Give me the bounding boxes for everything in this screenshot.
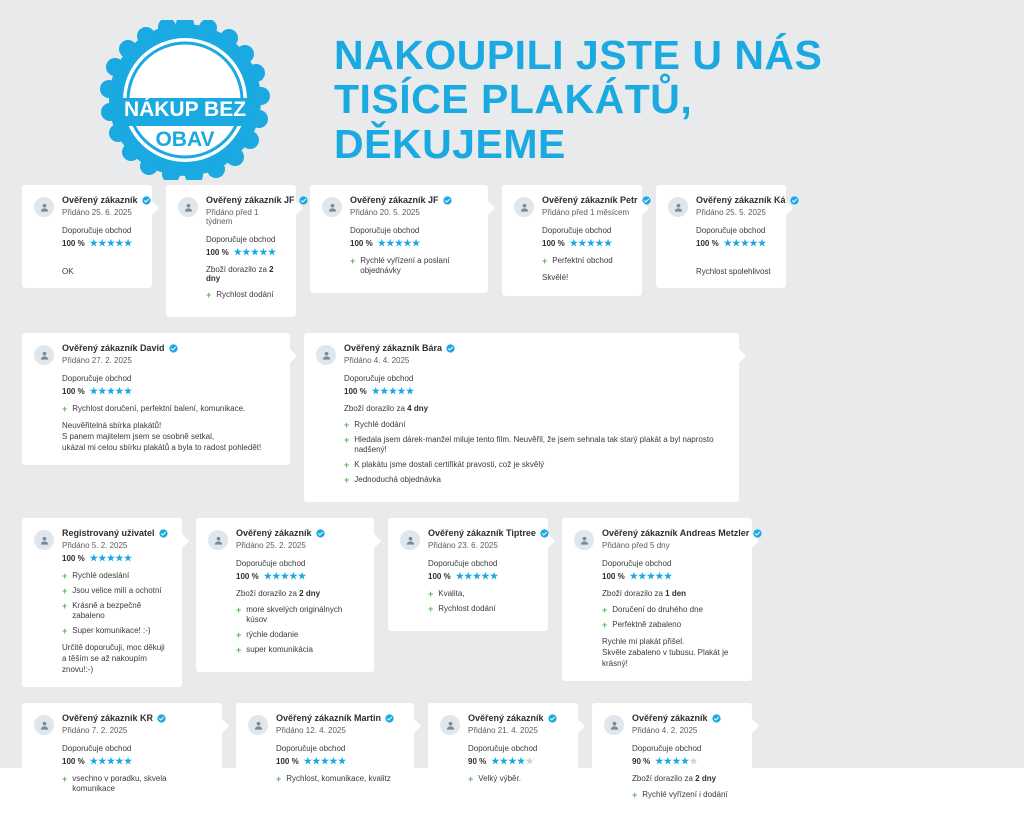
pro-item: + Rychlé odeslání <box>62 571 130 581</box>
review-row <box>22 703 1002 817</box>
score-value: 90 % <box>468 757 487 767</box>
reviews-grid <box>0 185 1024 817</box>
pros-list <box>344 420 727 485</box>
reviewer-name: Ověřený zákazník JF <box>350 195 476 205</box>
plus-icon: + <box>62 571 68 581</box>
headline-line-3: DĚKUJEME <box>334 120 566 167</box>
badge-seal-icon <box>78 20 293 180</box>
avatar <box>400 530 420 550</box>
reviewer-name: Ověřený zákazník Tiptree <box>428 528 536 538</box>
reviewer-name: Ověřený zákazník KR <box>62 713 210 723</box>
reviewer-name: Ověřený zákazník <box>632 713 740 723</box>
pro-item: + Kvalita, <box>428 589 465 599</box>
score-line <box>428 571 536 582</box>
review-card[interactable] <box>304 333 739 502</box>
reviewer-name: Ověřený zákazník <box>236 528 362 538</box>
score-value: 100 % <box>236 572 259 581</box>
score-value: 100 % <box>602 572 625 581</box>
pro-item: + Rychlost doručení, perfektní balení, komunikace. <box>62 404 246 414</box>
recommend-label: Doporučuje obchod <box>62 374 132 383</box>
review-card[interactable] <box>592 703 752 817</box>
review-card[interactable] <box>22 333 290 465</box>
avatar <box>34 345 54 365</box>
pro-item: + Rychlost dodání <box>428 604 496 614</box>
review-card[interactable] <box>236 703 414 801</box>
review-card[interactable] <box>388 518 548 631</box>
review-date: Přidáno 12. 4. 2025 <box>276 726 346 736</box>
avatar <box>34 715 54 735</box>
plus-icon: + <box>428 589 434 599</box>
star-rating: ★★★★★ <box>89 238 133 248</box>
avatar <box>316 345 336 365</box>
review-date: Přidáno 23. 6. 2025 <box>428 541 498 550</box>
star-rating: ★★★★★ <box>723 238 767 248</box>
avatar <box>440 715 460 735</box>
review-card[interactable] <box>310 185 488 293</box>
score-value: 100 % <box>62 387 85 396</box>
pro-item: + rýchle dodanie <box>236 630 299 640</box>
avatar <box>34 530 54 550</box>
avatar <box>208 530 228 550</box>
score-line <box>236 571 362 582</box>
badge-line1: NÁKUP BEZ <box>123 97 246 121</box>
recommend-label: Doporučuje obchod <box>62 226 132 235</box>
review-note: Neuvěřitelná sbírka plakátů! S panem majitelem jsem se osobně setkal, ukázal mi celou sbírku plakátů a byla to radost pohledět! <box>62 421 262 452</box>
score-value: 100 % <box>542 239 565 248</box>
reviewer-name: Ověřený zákazník Ká <box>696 195 774 205</box>
score-line <box>62 553 170 564</box>
score-value: 100 % <box>62 239 85 248</box>
star-rating: ★★★★★ <box>491 756 535 767</box>
pros-list <box>206 290 284 300</box>
reviewer-name: Ověřený zákazník Andreas Metzler <box>602 528 740 538</box>
review-row <box>22 333 1002 502</box>
reviewer-name: Ověřený zákazník <box>62 195 140 205</box>
score-value: 100 % <box>206 248 229 257</box>
review-card[interactable] <box>656 185 786 288</box>
review-date: Přidáno 25. 6. 2025 <box>62 208 132 217</box>
pros-list <box>428 589 536 614</box>
review-date: Přidáno před 1 měsícem <box>542 208 630 217</box>
review-card[interactable] <box>166 185 296 317</box>
plus-icon: + <box>344 420 350 430</box>
plus-icon: + <box>542 256 548 266</box>
headline-line-1: NAKOUPILI JSTE U NÁS <box>334 32 823 79</box>
star-rating: ★★★★★ <box>303 756 347 767</box>
star-rating: ★★★★★ <box>655 756 699 767</box>
recommend-label: Doporučuje obchod <box>696 226 766 235</box>
review-text: OK <box>62 267 74 276</box>
recommend-label: Doporučuje obchod <box>206 235 276 244</box>
pro-item: + Super komunikace! :-) <box>62 626 151 636</box>
review-card[interactable] <box>196 518 374 672</box>
pros-list <box>236 605 362 655</box>
score-line <box>632 756 740 767</box>
review-date: Přidáno 25. 5. 2025 <box>696 208 766 217</box>
recommend-label: Doporučuje obchod <box>350 226 420 235</box>
review-note: Skvělé! <box>542 273 569 282</box>
pros-list <box>62 571 170 636</box>
pros-list <box>62 774 210 794</box>
score-line <box>62 386 278 397</box>
score-value: 100 % <box>696 239 719 248</box>
pros-list <box>602 605 740 630</box>
pro-item: + Rychlost, komunikace, kvalitz <box>276 774 391 785</box>
recommend-label: Doporučuje obchod <box>236 559 306 568</box>
plus-icon: + <box>206 290 212 300</box>
review-card[interactable] <box>502 185 642 296</box>
badge-line2: OBAV <box>154 127 215 151</box>
pros-list <box>542 256 630 266</box>
pro-item: + Hledala jsem dárek-manžel miluje tento film. Neuvěřil, že jsem sehnala tak starý plakát a byl naprosto nadšený! <box>344 435 714 454</box>
recommend-label: Doporučuje obchod <box>276 744 346 754</box>
review-row <box>22 185 1002 317</box>
score-value: 100 % <box>428 572 451 581</box>
reviewer-name: Ověřený zákazník David <box>62 343 278 353</box>
score-line <box>344 386 727 397</box>
review-note: Určitě doporučuji, moc děkuji a těším se až nakoupím znovu!:-) <box>62 643 165 674</box>
score-value: 100 % <box>344 387 367 396</box>
pro-item: + more skvelých originálnych kúsov <box>236 605 343 624</box>
review-card[interactable] <box>562 518 752 681</box>
plus-icon: + <box>62 626 68 636</box>
recommend-label: Doporučuje obchod <box>602 559 672 568</box>
score-line <box>62 756 210 767</box>
review-date: Přidáno 4. 2. 2025 <box>632 726 698 736</box>
plus-icon: + <box>236 605 242 615</box>
plus-icon: + <box>236 630 242 640</box>
star-rating: ★★★★★ <box>89 553 133 563</box>
review-date: Přidáno 25. 2. 2025 <box>236 541 306 550</box>
plus-icon: + <box>276 774 282 785</box>
reviewer-name: Ověřený zákazník Bára <box>344 343 727 353</box>
score-value: 90 % <box>632 757 651 767</box>
review-date: Přidáno 27. 2. 2025 <box>62 356 132 365</box>
plus-icon: + <box>344 435 350 445</box>
pro-item: + Rychlost dodání <box>206 290 274 300</box>
avatar <box>178 197 198 217</box>
plus-icon: + <box>62 774 68 785</box>
page-title <box>310 33 994 166</box>
plus-icon: + <box>468 774 474 785</box>
review-date: Přidáno 4. 4. 2025 <box>344 356 410 365</box>
reviewer-name: Ověřený zákazník Petr <box>542 195 630 205</box>
star-rating: ★★★★★ <box>233 247 277 257</box>
recommend-label: Doporučuje obchod <box>62 744 132 754</box>
reviewer-name: Ověřený zákazník Martin <box>276 713 402 723</box>
star-rating: ★★★★★ <box>377 238 421 248</box>
delivery-time: Zboží dorazilo za 4 dny <box>344 404 429 413</box>
delivery-time: Zboží dorazilo za 2 dny <box>206 265 274 283</box>
review-note: Rychle mi plakát přišel. Skvěle zabaleno v tubusu. Plakát je krásný! <box>602 637 729 668</box>
review-date: Přidáno 5. 2. 2025 <box>62 541 128 550</box>
plus-icon: + <box>62 586 68 596</box>
score-line <box>602 571 740 582</box>
plus-icon: + <box>62 404 68 414</box>
avatar <box>514 197 534 217</box>
plus-icon: + <box>62 601 68 611</box>
review-row <box>22 518 1002 687</box>
score-line <box>62 238 140 249</box>
review-date: Přidáno 7. 2. 2025 <box>62 726 128 736</box>
star-rating: ★★★★★ <box>629 571 673 581</box>
avatar <box>574 530 594 550</box>
score-value: 100 % <box>350 239 373 248</box>
star-rating: ★★★★★ <box>89 756 133 767</box>
score-value: 100 % <box>62 757 85 767</box>
review-card[interactable] <box>22 703 222 811</box>
score-value: 100 % <box>62 554 85 563</box>
pro-item: + Rychlé dodání <box>344 420 406 430</box>
plus-icon: + <box>602 605 608 615</box>
pro-item: + Rychlé vyřízení i dodání <box>632 790 728 801</box>
reviewer-name: Ověřený zákazník JF <box>206 195 284 205</box>
score-value: 100 % <box>276 757 299 767</box>
pro-item: + Krásně a bezpečně zabaleno <box>62 601 142 620</box>
reviewer-name: Registrovaný uživatel <box>62 528 170 538</box>
review-card[interactable] <box>428 703 578 801</box>
avatar <box>322 197 342 217</box>
delivery-time: Zboží dorazilo za 2 dny <box>632 774 717 784</box>
review-date: Přidáno 20. 5. 2025 <box>350 208 420 217</box>
plus-icon: + <box>602 620 608 630</box>
score-line <box>276 756 402 767</box>
plus-icon: + <box>350 256 356 266</box>
page-header <box>0 0 1024 185</box>
recommend-label: Doporučuje obchod <box>468 744 538 754</box>
review-date: Přidáno před 5 dny <box>602 541 670 550</box>
pros-list <box>350 256 476 276</box>
pros-list <box>62 404 278 414</box>
avatar <box>248 715 268 735</box>
review-date: Přidáno 21. 4. 2025 <box>468 726 538 736</box>
star-rating: ★★★★★ <box>455 571 499 581</box>
score-line <box>350 238 476 249</box>
trust-badge <box>60 17 310 182</box>
recommend-label: Doporučuje obchod <box>344 374 414 383</box>
star-rating: ★★★★★ <box>569 238 613 248</box>
delivery-time: Zboží dorazilo za 1 den <box>602 589 687 598</box>
score-line <box>696 238 774 249</box>
score-line <box>206 247 284 258</box>
pros-list <box>468 774 566 784</box>
reviewer-name: Ověřený zákazník <box>468 713 566 723</box>
plus-icon: + <box>428 604 434 614</box>
pro-item: + Rychlé vyřízení a poslaní objednávky <box>350 256 450 275</box>
review-card[interactable] <box>22 185 152 288</box>
pros-list <box>276 774 402 784</box>
plus-icon: + <box>344 475 350 485</box>
pro-item: + Jednoduchá objednávka <box>344 475 442 485</box>
score-line <box>542 238 630 249</box>
plus-icon: + <box>236 645 242 655</box>
recommend-label: Doporučuje obchod <box>632 744 702 754</box>
star-rating: ★★★★★ <box>89 386 133 396</box>
plus-icon: + <box>632 790 638 801</box>
pro-item: + vsechno v poradku, skvela komunikace <box>62 774 167 794</box>
headline-line-2: TISÍCE PLAKÁTŮ, <box>334 76 693 123</box>
pro-item: + Perfektní obchod <box>542 256 613 266</box>
review-card[interactable] <box>22 518 182 687</box>
pro-item: + Perfektně zabaleno <box>602 620 682 630</box>
pro-item: + Doručení do druhého dne <box>602 605 703 615</box>
avatar <box>668 197 688 217</box>
pro-item: + K plakátu jsme dostali certifikát pravosti, což je skvělý <box>344 460 545 470</box>
delivery-time: Zboží dorazilo za 2 dny <box>236 589 321 598</box>
pro-item: + Jsou velice milí a ochotní <box>62 586 162 596</box>
star-rating: ★★★★★ <box>263 571 307 581</box>
pro-item: + super komunikácia <box>236 645 313 655</box>
star-rating: ★★★★★ <box>371 386 415 396</box>
review-date: Přidáno před 1 týdnem <box>206 208 259 226</box>
avatar <box>604 715 624 735</box>
score-line <box>468 756 566 767</box>
pros-list <box>632 790 740 800</box>
recommend-label: Doporučuje obchod <box>542 226 612 235</box>
plus-icon: + <box>344 460 350 470</box>
review-text: Rychlost spolehlivost <box>696 267 771 276</box>
pro-item: + Velký výběr. <box>468 774 521 785</box>
recommend-label: Doporučuje obchod <box>428 559 498 568</box>
avatar <box>34 197 54 217</box>
